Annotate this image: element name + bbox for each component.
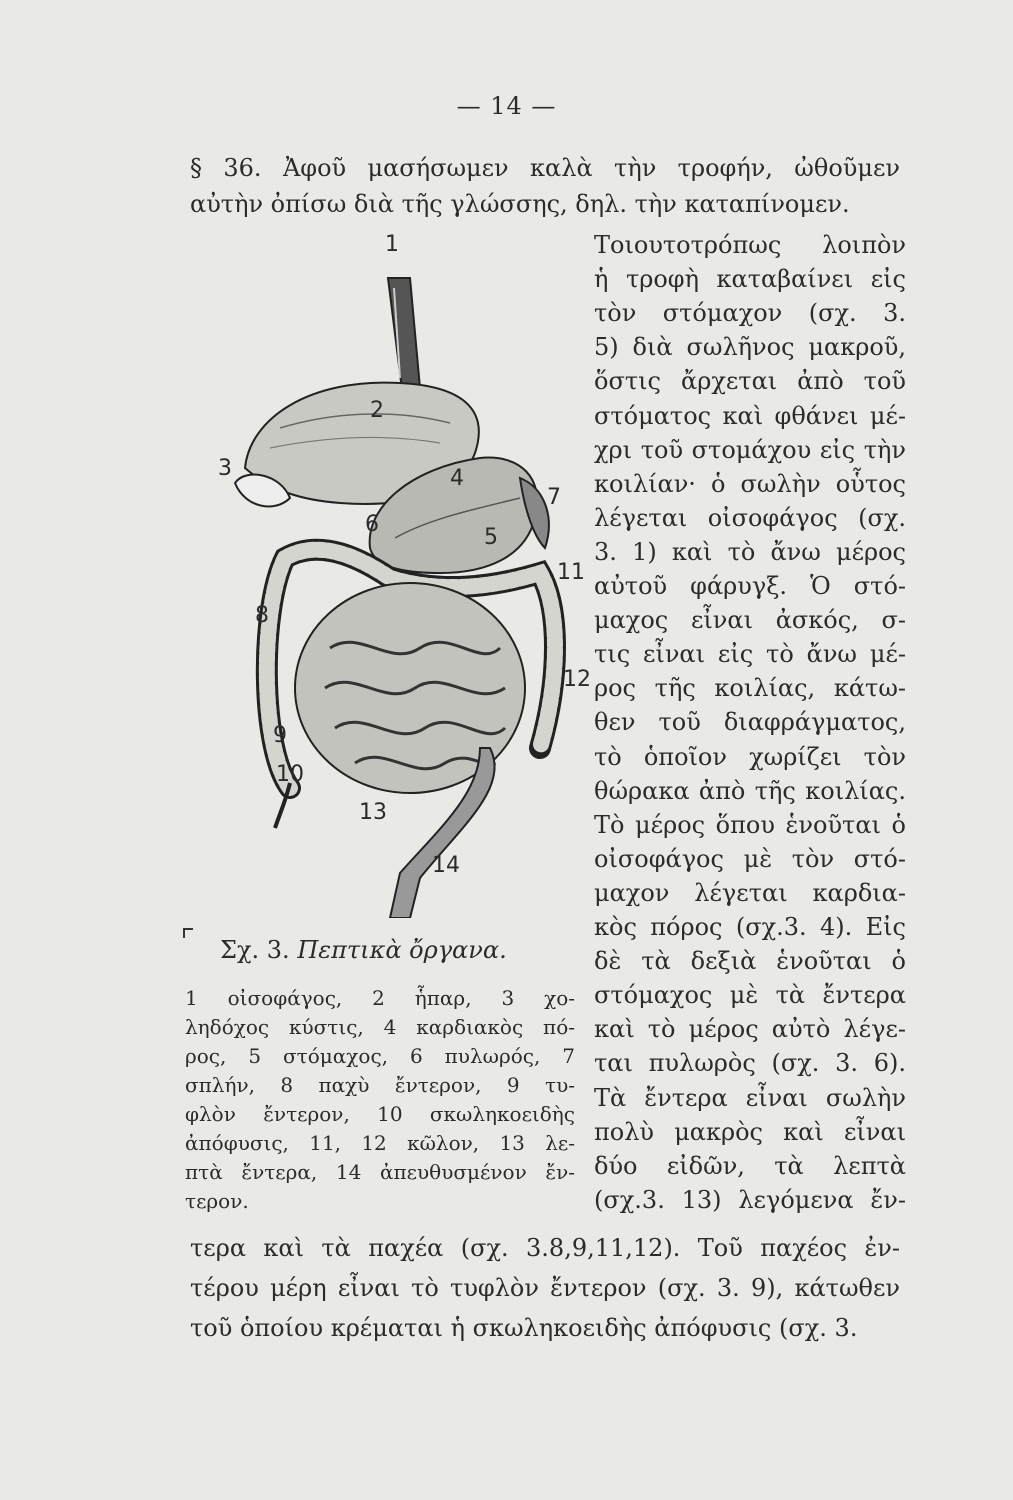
paragraph-line: αὐτὴν ὀπίσω διὰ τῆς γλώσσης, δηλ. τὴν καταπίνομεν. bbox=[190, 190, 850, 218]
right-column-line: θεν τοῦ διαφράγματος, bbox=[594, 708, 906, 736]
paragraph-line: τοῦ ὁποίου κρέμαται ἡ σκωληκοειδὴς ἀπόφυσις (σχ. 3. bbox=[190, 1314, 858, 1342]
figure-caption-title: Πεπτικὰ ὄργανα. bbox=[297, 936, 507, 964]
figure-label-2: 2 bbox=[370, 398, 384, 423]
legend-line: φλὸν ἔντερον, 10 σκωληκοειδὴς bbox=[185, 1102, 575, 1126]
right-column-line: (σχ.3. 13) λεγόμενα ἔν- bbox=[594, 1186, 906, 1214]
figure-label-13: 13 bbox=[359, 800, 387, 825]
right-column-line: οἰσοφάγος μὲ τὸν στό- bbox=[594, 845, 906, 873]
right-column-line: ται πυλωρὸς (σχ. 3. 6). bbox=[594, 1049, 906, 1077]
right-column-line: ὅστις ἄρχεται ἀπὸ τοῦ bbox=[594, 367, 906, 395]
right-column-line: Τοιουτοτρόπως λοιπὸν bbox=[594, 231, 906, 259]
right-column-line: τις εἶναι εἰς τὸ ἄνω μέ- bbox=[594, 640, 906, 668]
legend-line: ληδόχος κύστις, 4 καρδιακὸς πό- bbox=[185, 1015, 575, 1039]
right-column-line: Τὰ ἔντερα εἶναι σωλὴν bbox=[594, 1084, 906, 1112]
right-column-line: 3. 1) καὶ τὸ ἄνω μέρος bbox=[594, 538, 906, 566]
figure-caption-prefix: Σχ. 3. bbox=[220, 936, 290, 964]
figure-label-10: 10 bbox=[276, 762, 304, 787]
figure-label-9: 9 bbox=[273, 723, 287, 748]
right-column-line: λέγεται οἰσοφάγος (σχ. bbox=[594, 504, 906, 532]
right-column-line: στόματος καὶ φθάνει μέ- bbox=[594, 402, 906, 430]
figure-label-12: 12 bbox=[563, 667, 591, 692]
right-column-line: θώρακα ἀπὸ τῆς κοιλίας. bbox=[594, 777, 906, 805]
right-column-line: αὐτοῦ φάρυγξ. Ὁ στό- bbox=[594, 572, 906, 600]
figure-caption bbox=[220, 936, 507, 964]
right-column-line: κοιλίαν· ὁ σωλὴν οὗτος bbox=[594, 470, 906, 498]
right-column-line: κὸς πόρος (σχ.3. 4). Εἰς bbox=[594, 913, 906, 941]
right-column-line: χρι τοῦ στομάχου εἰς τὴν bbox=[594, 436, 906, 464]
right-column-line: δὲ τὰ δεξιὰ ἑνοῦται ὁ bbox=[594, 947, 906, 975]
right-column-line: στόμαχος μὲ τὰ ἔντερα bbox=[594, 981, 906, 1009]
legend-line: ἀπόφυσις, 11, 12 κῶλον, 13 λε- bbox=[185, 1131, 575, 1155]
right-column-line: δύο εἰδῶν, τὰ λεπτὰ bbox=[594, 1152, 906, 1180]
paragraph-line: § 36. Ἀφοῦ μασήσωμεν καλὰ τὴν τροφήν, ὠθοῦμεν bbox=[190, 154, 900, 182]
figure-label-7: 7 bbox=[547, 485, 561, 510]
figure-label-11: 11 bbox=[557, 560, 585, 585]
figure-label-6: 6 bbox=[365, 512, 379, 537]
right-column-line: τὸ ὁποῖον χωρίζει τὸν bbox=[594, 743, 906, 771]
right-column-line: ρος τῆς κοιλίας, κάτω- bbox=[594, 674, 906, 702]
legend-line: 1 οἰσοφάγος, 2 ἧπαρ, 3 χο- bbox=[185, 986, 575, 1010]
page-number: — 14 — bbox=[456, 92, 557, 120]
figure-label-5: 5 bbox=[484, 525, 498, 550]
right-column-line: τὸν στόμαχον (σχ. 3. bbox=[594, 299, 906, 327]
figure-label-3: 3 bbox=[218, 456, 232, 481]
right-column-line: 5) διὰ σωλῆνος μακροῦ, bbox=[594, 333, 906, 361]
legend-line: σπλήν, 8 παχὺ ἔντερον, 9 τυ- bbox=[185, 1073, 575, 1097]
figure-label-14: 14 bbox=[432, 853, 460, 878]
right-column-line: ἡ τροφὴ καταβαίνει εἰς bbox=[594, 265, 906, 293]
right-column-line: μαχον λέγεται καρδια- bbox=[594, 879, 906, 907]
legend-line: πτὰ ἔντερα, 14 ἀπευθυσμένον ἔν- bbox=[185, 1160, 575, 1184]
paragraph-line: τέρου μέρη εἶναι τὸ τυφλὸν ἔντερον (σχ. 3. 9), κάτωθεν bbox=[190, 1274, 900, 1302]
right-column-line: Τὸ μέρος ὅπου ἑνοῦται ὁ bbox=[594, 811, 906, 839]
right-column-line: πολὺ μακρὸς καὶ εἶναι bbox=[594, 1118, 906, 1146]
figure-label-8: 8 bbox=[255, 603, 269, 628]
figure-legend bbox=[185, 984, 575, 1216]
right-column-line: μαχος εἶναι ἀσκός, σ- bbox=[594, 606, 906, 634]
figure-label-4: 4 bbox=[450, 466, 464, 491]
paragraph-line: τερα καὶ τὰ παχέα (σχ. 3.8,9,11,12). Τοῦ παχέος ἐν- bbox=[190, 1234, 900, 1262]
legend-line: ρος, 5 στόμαχος, 6 πυλωρός, 7 bbox=[185, 1044, 575, 1068]
legend-line: τερον. bbox=[185, 1189, 249, 1213]
figure-label-1: 1 bbox=[385, 232, 399, 257]
corner-mark bbox=[183, 928, 193, 938]
right-column-line: καὶ τὸ μέρος αὐτὸ λέγε- bbox=[594, 1015, 906, 1043]
digestive-organs-illustration bbox=[190, 228, 590, 918]
